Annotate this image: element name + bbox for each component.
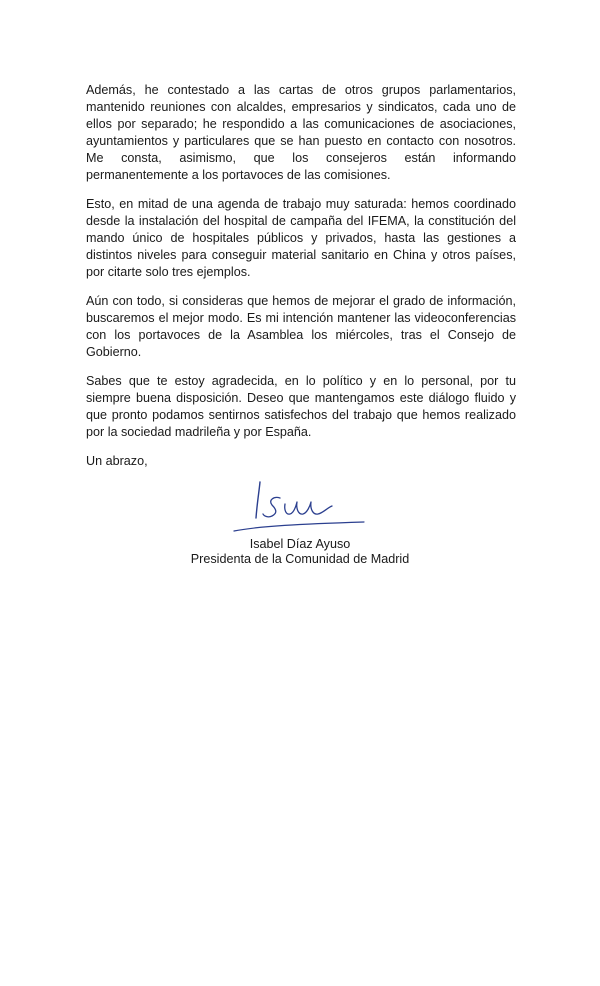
letter-closing: Un abrazo, bbox=[86, 454, 148, 468]
signer-title: Presidenta de la Comunidad de Madrid bbox=[190, 552, 410, 566]
handwritten-signature bbox=[230, 478, 370, 536]
letter-paragraph-1: Además, he contestado a las cartas de otros grupos parlamentarios, mantenido reuniones con alcaldes, empresarios y sindicatos, cada uno de ellos por separado; he respondido a las comunicaciones de asociaciones, ayuntamientos y particulares que se han puesto en contacto con nosotros. Me consta, asimismo, que los consejeros están informando permanentemente a los portavoces de las comisiones. bbox=[86, 83, 516, 182]
signature-block bbox=[160, 478, 440, 568]
letter-paragraph-4: Sabes que te estoy agradecida, en lo político y en lo personal, por tu siempre buena disposición. Deseo que mantengamos este diálogo fluido y que pronto podamos sentirnos satisfechos del trabajo que hemos realizado por la sociedad madrileña y por España. bbox=[86, 374, 516, 439]
letter-paragraph-2: Esto, en mitad de una agenda de trabajo muy saturada: hemos coordinado desde la instalación del hospital de campaña del IFEMA, la constitución del mando único de hospitales públicos y privados, hasta las gestiones a distintos niveles para conseguir material sanitario en China y otros países, por citarte solo tres ejemplos. bbox=[86, 197, 516, 279]
signer-name: Isabel Díaz Ayuso bbox=[249, 537, 351, 551]
letter-paragraph-3: Aún con todo, si consideras que hemos de mejorar el grado de información, buscaremos el mejor modo. Es mi intención mantener las videoconferencias con los portavoces de la Asamblea los miércoles, tras el Consejo de Gobierno. bbox=[86, 294, 516, 359]
letter-body bbox=[86, 82, 516, 482]
